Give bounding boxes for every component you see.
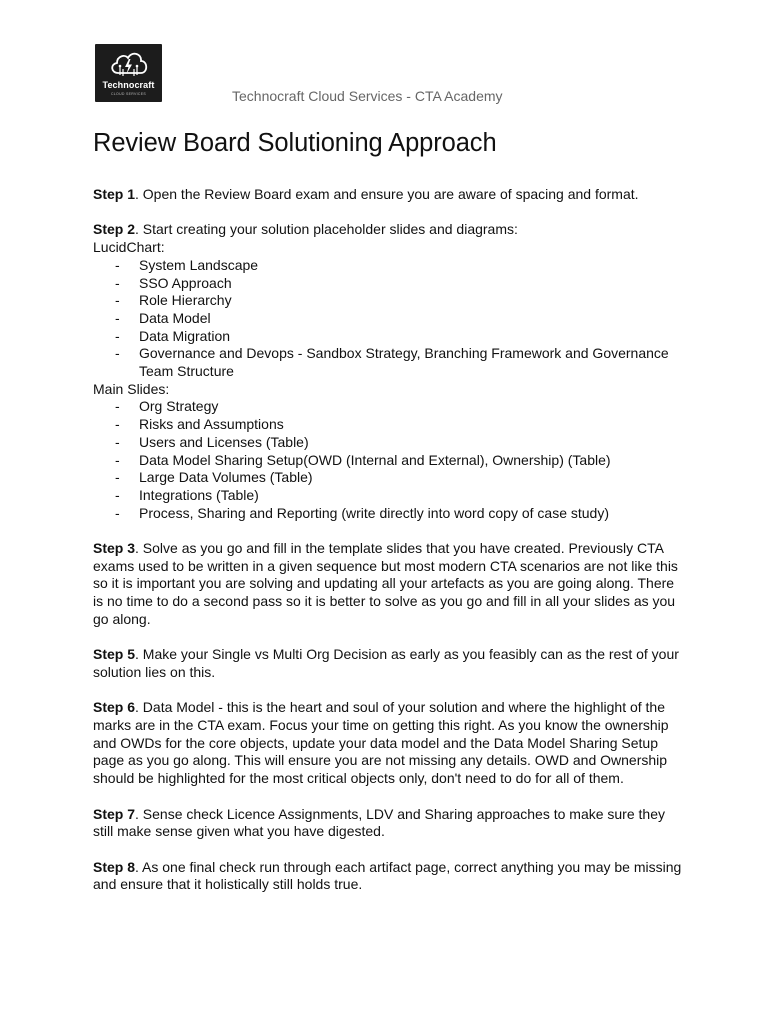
header-org-text: Technocraft Cloud Services - CTA Academy (232, 88, 503, 104)
step-7-text: . Sense check Licence Assignments, LDV and Sharing approaches to make sure they still make sense given what you have digested. (93, 805, 665, 840)
logo-subtitle: CLOUD SERVICES (110, 92, 147, 96)
step-8-paragraph (93, 859, 683, 894)
main-slides-list (93, 398, 683, 522)
step-6-paragraph (93, 699, 683, 788)
list-item: - Users and Licenses (Table) (115, 433, 309, 450)
step-3-label: Step 3 (93, 540, 136, 557)
step-8-label: Step 8 (93, 858, 136, 875)
list-item: - Data Migration (115, 327, 231, 344)
step-2-label: Step 2 (93, 221, 136, 238)
list-item: - Risks and Assumptions (115, 416, 284, 433)
step-1-paragraph (93, 186, 683, 204)
step-6-label: Step 6 (93, 699, 136, 716)
step-3-text: . Solve as you go and fill in the template slides that you have created. Previously CTA exams used to be written in a given sequence but most modern CTA scenarios are not like this so it is important you are solving and updating all your artefacts as you are going along. There is no time to do a second pass so it is better to solve as you go and fill in all your slides as you go along. (93, 540, 678, 627)
logo-name: Technocraft (102, 80, 155, 90)
main-slides-heading: Main Slides: (93, 380, 170, 397)
step-6-text: . Data Model - this is the heart and soul of your solution and where the highlight of the marks are in the CTA exam. Focus your time on getting this right. As you know the ownership and OWDs for the core objects, update your data model and the Data Model Sharing Setup page as you go along. This will ensure you are not missing any details. OWD and Ownership should be highlighted for the most critical objects only, don't need to do for all of them. (93, 699, 669, 787)
step-5-text: . Make your Single vs Multi Org Decision as early as you feasibly can as the rest of your solution lies on this. (93, 646, 679, 680)
step-7-label: Step 7 (93, 805, 136, 822)
list-item: - Role Hierarchy (115, 292, 232, 309)
step-3-paragraph (93, 540, 683, 629)
list-item: - System Landscape (115, 256, 259, 273)
step-2-paragraph (93, 221, 683, 239)
document-body (93, 186, 683, 894)
list-item: - Large Data Volumes (Table) (115, 469, 313, 486)
step-7-paragraph (93, 806, 683, 841)
step-5-paragraph (93, 646, 683, 681)
step-2-text: . Start creating your solution placeholder slides and diagrams: (135, 221, 518, 238)
step-1-label: Step 1 (93, 186, 136, 202)
lucidchart-list (93, 257, 683, 381)
company-logo (95, 44, 162, 102)
list-item: - Governance and Devops - Sandbox Strategy, Branching Framework and Governance Team Structure (115, 345, 669, 380)
list-item: - Integrations (Table) (115, 486, 259, 503)
list-item: - Data Model Sharing Setup(OWD (Internal and External), Ownership) (Table) (115, 451, 611, 468)
list-item: - Data Model (115, 309, 211, 326)
list-item: - Process, Sharing and Reporting (write directly into word copy of case study) (115, 504, 609, 521)
lucidchart-heading: LucidChart: (93, 239, 165, 256)
cloud-lightning-icon (108, 47, 149, 79)
page-title: Review Board Solutioning Approach (93, 129, 497, 157)
step-1-text: . Open the Review Board exam and ensure you are aware of spacing and format. (135, 186, 639, 202)
step-5-label: Step 5 (93, 646, 136, 663)
list-item: - SSO Approach (115, 274, 232, 291)
list-item: - Org Strategy (115, 398, 219, 415)
step-8-text: . As one final check run through each artifact page, correct anything you may be missing and ensure that it holistically still holds true. (93, 858, 682, 893)
